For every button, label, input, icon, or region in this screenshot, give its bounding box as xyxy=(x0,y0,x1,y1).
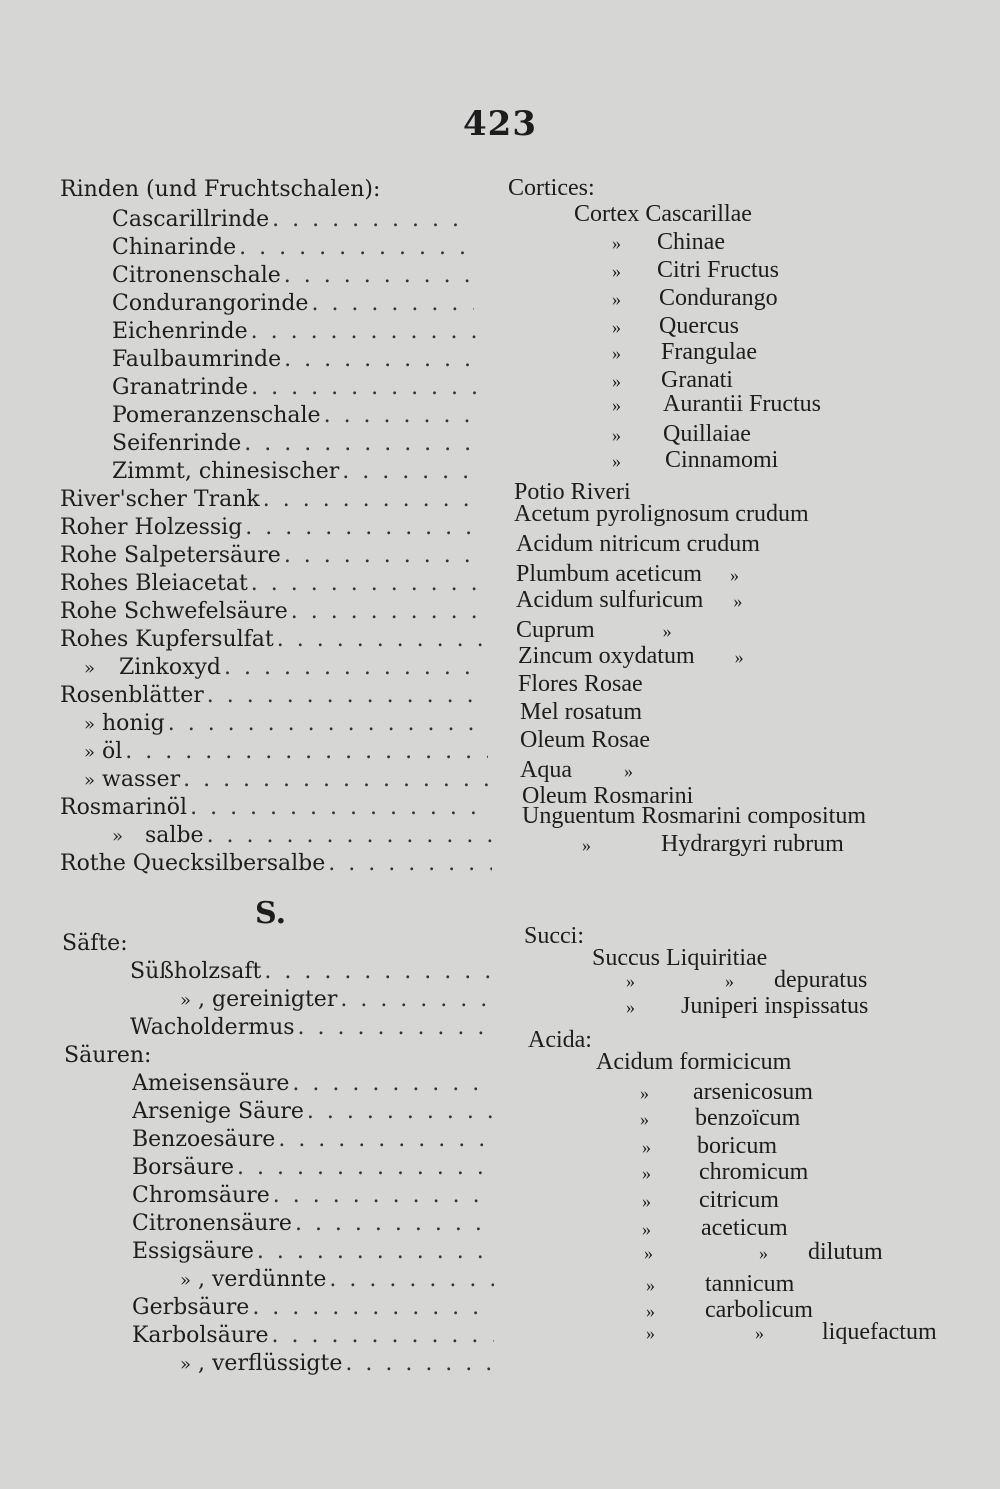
list-item: Faulbaumrinde . . . xyxy=(112,346,478,374)
list-item: » Condurango xyxy=(612,285,778,311)
list-item: » Cinnamomi xyxy=(612,447,779,473)
list-item: River'scher Trank . . . xyxy=(60,486,482,514)
list-item: Seifenrinde . . . xyxy=(112,430,480,458)
list-item: » » dilutum xyxy=(644,1239,883,1265)
list-item: Potio Riveri xyxy=(514,479,631,505)
list-item: Citronenschale . . . xyxy=(112,262,474,290)
list-item: » arsenicosum xyxy=(640,1079,813,1105)
list-item: » , verdünnte . . . xyxy=(180,1266,494,1294)
list-item: Zimmt, chinesischer . . . xyxy=(112,458,482,486)
saeuren-heading: Säuren: xyxy=(64,1043,152,1068)
cortices-heading: Cortices: xyxy=(508,175,595,201)
list-item: » Juniperi inspissatus xyxy=(626,993,869,1019)
list-item: Wacholdermus . . . xyxy=(130,1014,492,1042)
list-item: » Aurantii Fructus xyxy=(612,391,821,417)
list-item: Rohe Salpetersäure . . . xyxy=(60,542,484,570)
list-item: » Frangulae xyxy=(612,339,757,365)
list-item: » tannicum xyxy=(646,1271,795,1297)
list-item: » aceticum xyxy=(642,1215,788,1241)
acida-heading: Acida: xyxy=(528,1027,592,1053)
list-item: » Citri Fructus xyxy=(612,257,780,283)
list-item: » Hydrargyri rubrum xyxy=(582,831,844,857)
list-item: » , verflüssigte . . . xyxy=(180,1350,494,1378)
list-item: Cascarillrinde . . . xyxy=(112,206,472,234)
list-item: » salbe . . . xyxy=(112,822,492,850)
list-item: Karbolsäure . . . xyxy=(132,1322,494,1350)
page-number: 423 xyxy=(463,104,537,144)
list-item: Acetum pyrolignosum crudum xyxy=(514,501,809,527)
list-item: Flores Rosae xyxy=(518,671,643,697)
list-item: Cuprum » xyxy=(516,617,672,643)
list-item: Acidum formicicum xyxy=(596,1049,792,1075)
section-letter: S. xyxy=(255,896,287,931)
list-item: » Chinae xyxy=(612,229,725,255)
list-item: Ameisensäure . . . xyxy=(132,1070,494,1098)
list-item: Rohes Bleiacetat . . . xyxy=(60,570,484,598)
list-item: Zincum oxydatum » xyxy=(518,643,744,669)
list-item: Rothe Quecksilbersalbe . . . xyxy=(60,850,492,878)
list-item: » Quercus xyxy=(612,313,739,339)
list-item: Oleum Rosae xyxy=(520,727,650,753)
list-item: Borsäure . . . xyxy=(132,1154,494,1182)
list-item: » » liquefactum xyxy=(646,1319,937,1345)
list-item: Granatrinde . . . xyxy=(112,374,478,402)
list-item: » , gereinigter . . . xyxy=(180,986,492,1014)
list-item: Rohe Schwefelsäure . . . xyxy=(60,598,486,626)
list-item: » boricum xyxy=(642,1133,777,1159)
list-item: Condurangorinde . . . xyxy=(112,290,474,318)
list-item: Citronensäure . . . xyxy=(132,1210,494,1238)
list-item: » Quillaiae xyxy=(612,421,751,447)
list-item: » honig . . . xyxy=(84,710,488,738)
list-item: Benzoesäure . . . xyxy=(132,1126,494,1154)
list-item: Roher Holzessig . . . xyxy=(60,514,484,542)
list-item: Oleum Rosmarini xyxy=(522,783,694,809)
list-item: Succus Liquiritiae xyxy=(592,945,768,971)
list-item: » chromicum xyxy=(642,1159,809,1185)
list-item: » öl . . . xyxy=(84,738,488,766)
list-item: Rohes Kupfersulfat . . . xyxy=(60,626,486,654)
list-item: Rosenblätter . . . xyxy=(60,682,488,710)
list-item: » citricum xyxy=(642,1187,779,1213)
list-item: » Zinkoxyd . . . xyxy=(84,654,486,682)
list-item: Chinarinde . . . xyxy=(112,234,472,262)
list-item: Aqua » xyxy=(520,757,633,783)
list-item: Unguentum Rosmarini compositum xyxy=(522,803,866,829)
list-item: » benzoïcum xyxy=(640,1105,801,1131)
list-item: » Granati xyxy=(612,367,733,393)
list-item: Cortex Cascarillae xyxy=(574,201,752,227)
list-item: Rosmarinöl . . . xyxy=(60,794,490,822)
list-item: Acidum sulfuricum » xyxy=(516,587,743,613)
list-item: Mel rosatum xyxy=(520,699,642,725)
list-item: Eichenrinde . . . xyxy=(112,318,476,346)
saefte-heading: Säfte: xyxy=(62,931,128,956)
list-item: » carbolicum xyxy=(646,1297,813,1323)
succi-heading: Succi: xyxy=(524,923,584,949)
list-item: Chromsäure . . . xyxy=(132,1182,494,1210)
list-item: Plumbum aceticum » xyxy=(516,561,739,587)
list-item: Pomeranzenschale . . . xyxy=(112,402,480,430)
list-item: Süßholzsaft . . . xyxy=(130,958,492,986)
list-item: Arsenige Säure . . . xyxy=(132,1098,494,1126)
list-item: Acidum nitricum crudum xyxy=(516,531,760,557)
list-item: » wasser . . . xyxy=(84,766,490,794)
list-item: Essigsäure . . . xyxy=(132,1238,494,1266)
list-item: Gerbsäure . . . xyxy=(132,1294,494,1322)
rinden-heading: Rinden (und Fruchtschalen): xyxy=(60,177,381,202)
list-item: » » depuratus xyxy=(626,967,868,993)
